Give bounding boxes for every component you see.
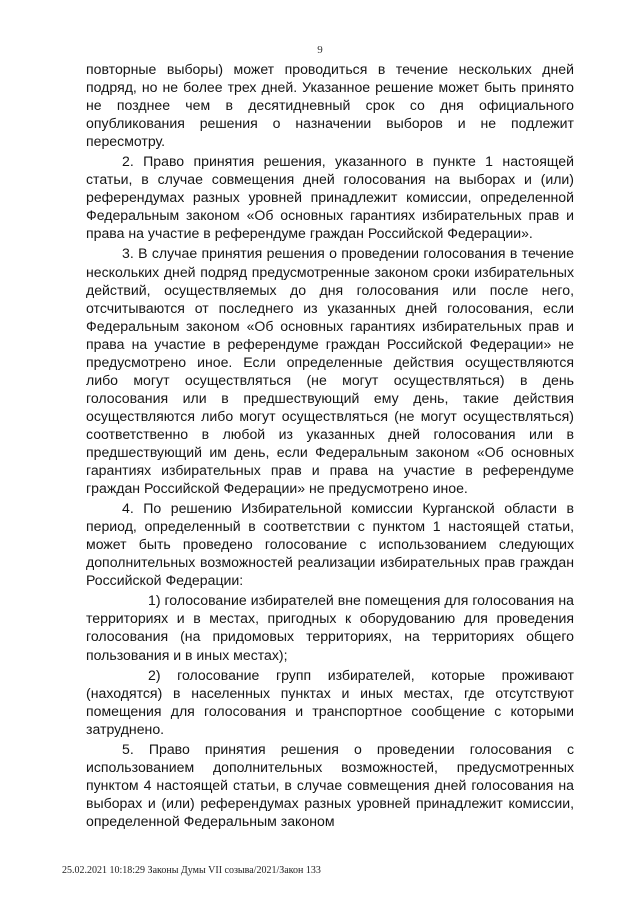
page-number: 9 <box>317 44 323 56</box>
footer-stamp: 25.02.2021 10:18:29 Законы Думы VII созыва/2021/Закон 133 <box>62 865 321 876</box>
subitem-2: 2) голосование групп избирателей, которые проживают (находятся) в населенных пунктах и иных местах, где отсутствуют помещения для голосования и транспортное сообщение с которыми затруднено. <box>86 666 574 737</box>
paragraph-continuation: повторные выборы) может проводиться в течение нескольких дней подряд, но не более трех дней. Указанное решение может быть принято не позднее чем в десятидневный срок со дня официального опубликования решения о назначении выборов и не подлежит пересмотру. <box>86 61 574 150</box>
paragraph-item-2: 2. Право принятия решения, указанного в пункте 1 настоящей статьи, в случае совмещения дней голосования на выборах и (или) референдумах разных уровней принадлежит комиссии, определенной Федеральным законом «Об основных гарантиях избирательных прав и права на участие в референдуме граждан Российской Федерации». <box>86 153 574 242</box>
paragraph-item-4: 4. По решению Избирательной комиссии Курганской области в период, определенный в соответствии с пунктом 1 настоящей статьи, может быть проведено голосование с использованием следующих дополнительных возможностей реализации избирательных прав граждан Российской Федерации: <box>86 500 574 589</box>
paragraph-item-5: 5. Право принятия решения о проведении голосования с использованием дополнительных возможностей, предусмотренных пунктом 4 настоящей статьи, в случае совмещения дней голосования на выборах и (или) референдумах разных уровней принадлежит комиссии, определенной Федеральным законом <box>86 740 574 829</box>
paragraph-item-3: 3. В случае принятия решения о проведении голосования в течение нескольких дней подряд предусмотренные законом сроки избирательных действий, осуществляемых до дня голосования или после него, отсчитываются от последнего из указанных дней голосования, если Федеральным законом «Об основных гарантиях избирательных прав и права на участие в референдуме граждан Российской Федерации» не предусмотрено иное. Если определенные действия осуществляются либо могут осуществляться (не могут осуществляться) в день голосования или в предшествующий ему день, такие действия осуществляются либо могут осуществляться (не могут осуществляться) соответственно в любой из указанных дней голосования или в предшествующий им день, если Федеральным законом «Об основных гарантиях избирательных прав и права на участие в референдуме граждан Российской Федерации» не предусмотрено иное. <box>86 245 574 497</box>
document-body <box>86 60 574 832</box>
subitem-1: 1) голосование избирателей вне помещения для голосования на территориях и в местах, пригодных к оборудованию для проведения голосования (на придомовых территориях, на территориях общего пользования и в иных местах); <box>86 592 574 663</box>
